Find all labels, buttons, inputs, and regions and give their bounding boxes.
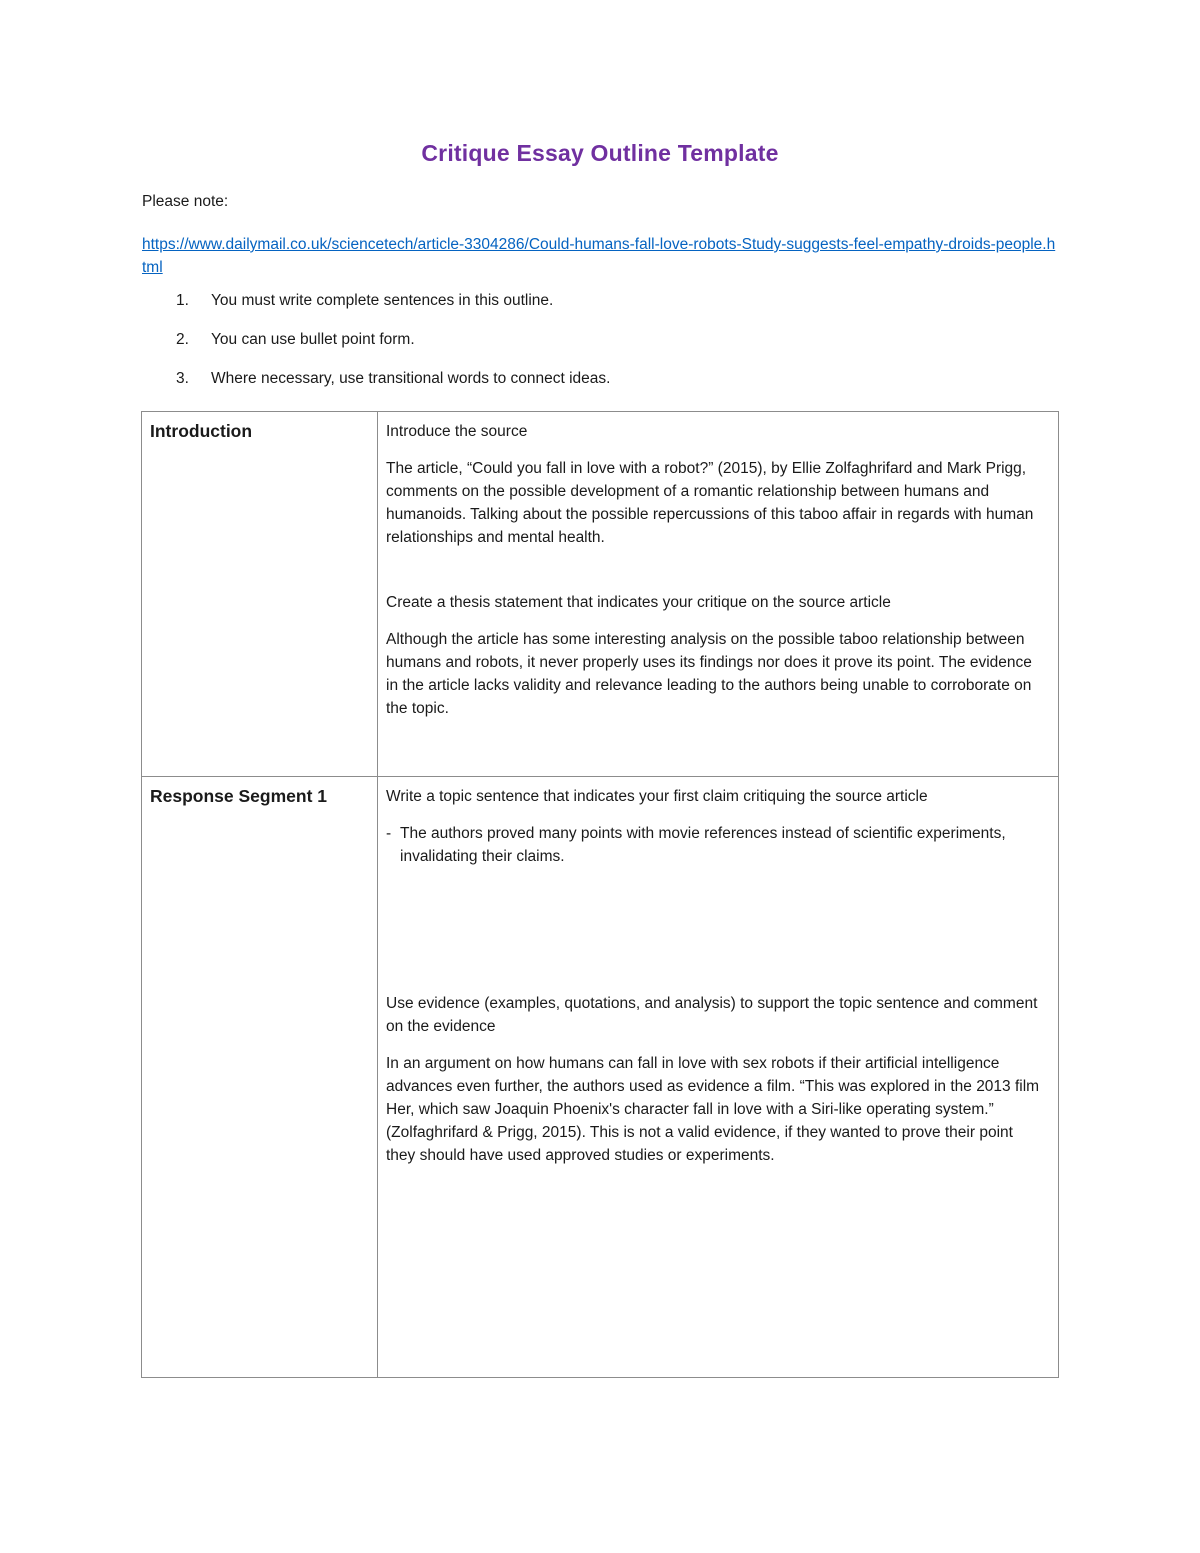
list-text: Where necessary, use transitional words to connect ideas. bbox=[211, 370, 611, 387]
segment1-label: Response Segment 1 bbox=[150, 786, 327, 806]
segment1-label-cell bbox=[142, 777, 378, 1378]
introduction-label: Introduction bbox=[150, 421, 253, 441]
introduction-answer-1: The article, “Could you fall in love with a robot?” (2015), by Ellie Zolfaghrifard and Mark Prigg, comments on the possible development of a romantic relationship between humans and humanoids. Talking about the possible repercussions of this taboo affair in regards with human relationships and mental health. bbox=[386, 460, 1034, 546]
introduction-label-cell bbox=[142, 412, 378, 777]
introduction-answer-2: Although the article has some interesting analysis on the possible taboo relationship between humans and robots, it never properly uses its findings nor does it prove its point. The evidence in the article lacks validity and relevance leading to the authors being unable to corroborate on the topic. bbox=[386, 631, 1032, 717]
table-row bbox=[142, 412, 1059, 777]
document-title: Critique Essay Outline Template bbox=[421, 140, 779, 166]
note-label: Please note: bbox=[142, 193, 229, 210]
introduction-prompt-2: Create a thesis statement that indicates your critique on the source article bbox=[386, 594, 891, 611]
segment1-content-cell bbox=[378, 777, 1059, 1378]
introduction-prompt-1: Introduce the source bbox=[386, 423, 528, 440]
list-number: 1. bbox=[176, 292, 189, 309]
list-text: You must write complete sentences in this outline. bbox=[211, 292, 554, 309]
table-row bbox=[142, 777, 1059, 1378]
segment1-answer-2: In an argument on how humans can fall in love with sex robots if their artificial intelligence advances even further, the authors used as evidence a film. “This was explored in the 2013 film Her, which saw Joaquin Phoenix's character fall in love with a Siri-like operating system.” (Zolfaghrifard & Prigg, 2015). This is not a valid evidence, if they wanted to prove their point they should have used approved studies or experiments. bbox=[386, 1055, 1040, 1164]
list-number: 2. bbox=[176, 331, 189, 348]
list-text: You can use bullet point form. bbox=[211, 331, 415, 348]
segment1-prompt-2: Use evidence (examples, quotations, and analysis) to support the topic sentence and comment on the evidence bbox=[386, 995, 1038, 1035]
list-number: 3. bbox=[176, 370, 189, 387]
source-link[interactable]: https://www.dailymail.co.uk/sciencetech/article-3304286/Could-humans-fall-love-robots-Study-suggests-feel-empathy-droids-people.html bbox=[142, 236, 1056, 276]
introduction-content-cell bbox=[378, 412, 1059, 777]
segment1-bullet-text: The authors proved many points with movie references instead of scientific experiments, invalidating their claims. bbox=[400, 825, 1006, 865]
segment1-prompt-1: Write a topic sentence that indicates your first claim critiquing the source article bbox=[386, 788, 928, 805]
segment1-bullet bbox=[386, 822, 1046, 868]
bullet-dash: - bbox=[386, 825, 392, 842]
outline-table bbox=[141, 411, 1059, 1378]
